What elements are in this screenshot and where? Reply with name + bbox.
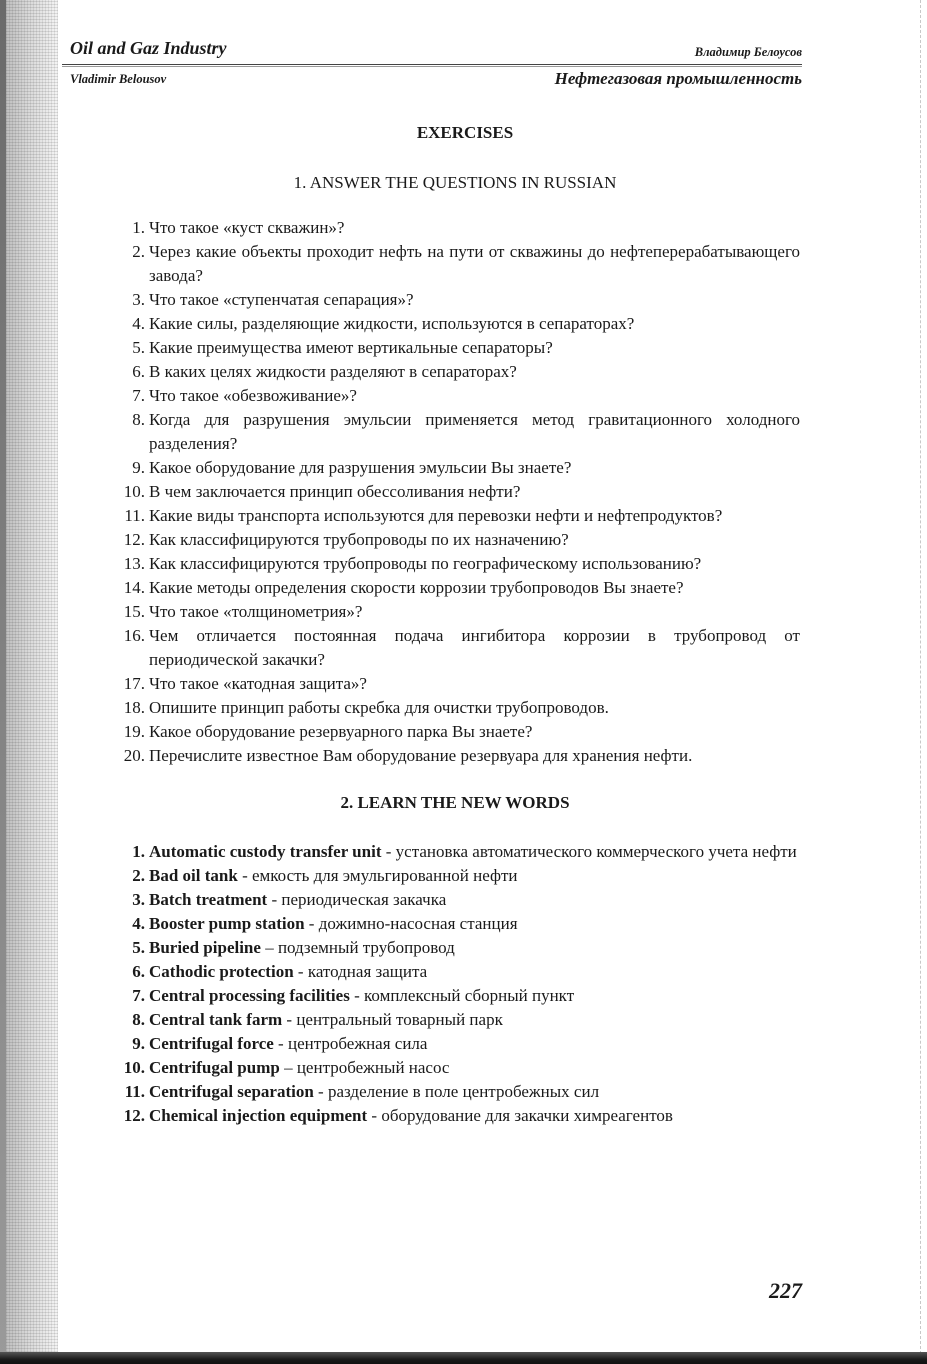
- vocabulary-entry: [147, 936, 800, 960]
- vocabulary-separator: –: [260, 938, 278, 957]
- vocabulary-item: [110, 984, 800, 1008]
- question-item: [110, 504, 800, 528]
- vocabulary-number: 4.: [132, 914, 145, 933]
- vocabulary-item: [110, 1104, 800, 1128]
- question-item: [110, 672, 800, 696]
- vocabulary-number: 7.: [132, 986, 145, 1005]
- vocabulary-list: [110, 840, 800, 1128]
- question-text: Опишите принцип работы скребка для очистки трубопроводов.: [149, 698, 609, 717]
- question-number: 5.: [132, 338, 145, 357]
- vocabulary-separator: -: [267, 890, 282, 909]
- question-text: Чем отличается постоянная подача ингибитора коррозии в трубопровод от периодической закачки?: [149, 626, 800, 669]
- question-number: 8.: [132, 410, 145, 429]
- vocabulary-item: [110, 840, 800, 864]
- vocabulary-definition: оборудование для закачки химреагентов: [381, 1106, 673, 1125]
- question-text: Какое оборудование резервуарного парка Вы знаете?: [149, 722, 533, 741]
- question-text: Как классифицируются трубопроводы по их назначению?: [149, 530, 569, 549]
- vocabulary-number: 6.: [132, 962, 145, 981]
- question-item: [110, 240, 800, 288]
- question-text: В чем заключается принцип обессоливания нефти?: [149, 482, 521, 501]
- vocabulary-number: 3.: [132, 890, 145, 909]
- vocabulary-item: [110, 912, 800, 936]
- question-item: [110, 216, 800, 240]
- vocabulary-definition: комплексный сборный пункт: [364, 986, 575, 1005]
- vocabulary-separator: –: [279, 1058, 297, 1077]
- question-number: 13.: [123, 554, 145, 573]
- header-left-bottom: Vladimir Belousov: [70, 72, 167, 86]
- vocabulary-term: Batch treatment: [149, 890, 268, 909]
- vocabulary-entry: [147, 840, 800, 864]
- question-number: 7.: [132, 386, 145, 405]
- vocabulary-definition: емкость для эмульгированной нефти: [251, 866, 518, 885]
- vocabulary-definition: дожимно-насосная станция: [318, 914, 518, 933]
- vocabulary-term: Booster pump station: [149, 914, 305, 933]
- question-text: Что такое «ступенчатая сепарация»?: [149, 290, 414, 309]
- question-item: [110, 552, 800, 576]
- question-item: [110, 528, 800, 552]
- question-number: 19.: [123, 722, 145, 741]
- vocabulary-item: [110, 888, 800, 912]
- question-item: [110, 336, 800, 360]
- vocabulary-separator: -: [313, 1082, 328, 1101]
- vocabulary-item: [110, 1080, 800, 1104]
- vocabulary-separator: -: [273, 1034, 288, 1053]
- scan-bottom-shadow: [0, 1352, 927, 1364]
- question-item: [110, 696, 800, 720]
- section2-title: 2. LEARN THE NEW WORDS: [340, 793, 570, 812]
- question-number: 12.: [123, 530, 145, 549]
- question-text: Что такое «куст скважин»?: [149, 218, 345, 237]
- vocabulary-item: [110, 864, 800, 888]
- vocabulary-definition: установка автоматического коммерческого учета нефти: [395, 842, 797, 861]
- question-item: [110, 720, 800, 744]
- vocabulary-term: Bad oil tank: [149, 866, 238, 885]
- question-number: 20.: [123, 746, 145, 765]
- header-left-top: Oil and Gaz Industry: [70, 38, 227, 58]
- question-number: 17.: [123, 674, 145, 693]
- vocabulary-definition: периодическая закачка: [281, 890, 447, 909]
- question-number: 3.: [132, 290, 145, 309]
- question-number: 14.: [123, 578, 145, 597]
- question-text: Что такое «катодная защита»?: [149, 674, 367, 693]
- page-number: 227: [769, 1278, 802, 1303]
- exercises-title: EXERCISES: [416, 123, 514, 142]
- vocabulary-entry: [147, 912, 800, 936]
- vocabulary-number: 11.: [124, 1082, 145, 1101]
- vocabulary-definition: центральный товарный парк: [296, 1010, 503, 1029]
- vocabulary-separator: -: [381, 842, 396, 861]
- vocabulary-term: Centrifugal force: [149, 1034, 274, 1053]
- vocabulary-definition: центробежный насос: [296, 1058, 450, 1077]
- question-item: [110, 576, 800, 600]
- question-item: [110, 408, 800, 456]
- question-text: Когда для разрушения эмульсии применяется метод гравитационного холодного разделения?: [149, 410, 800, 453]
- vocabulary-term: Central tank farm: [149, 1010, 283, 1029]
- vocabulary-definition: центробежная сила: [287, 1034, 428, 1053]
- question-text: Что такое «обезвоживание»?: [149, 386, 357, 405]
- questions-list: [110, 216, 800, 768]
- page-content: [110, 120, 800, 1128]
- vocabulary-item: [110, 1008, 800, 1032]
- vocabulary-separator: -: [304, 914, 319, 933]
- vocabulary-term: Buried pipeline: [149, 938, 261, 957]
- vocabulary-entry: [147, 1104, 800, 1128]
- header-right-top: Владимир Белоусов: [694, 45, 802, 59]
- question-number: 18.: [123, 698, 145, 717]
- vocabulary-number: 5.: [132, 938, 145, 957]
- question-text: Какое оборудование для разрушения эмульсии Вы знаете?: [149, 458, 572, 477]
- vocabulary-number: 12.: [123, 1106, 145, 1125]
- vocabulary-number: 1.: [132, 842, 145, 861]
- question-item: [110, 456, 800, 480]
- question-text: В каких целях жидкости разделяют в сепараторах?: [149, 362, 517, 381]
- vocabulary-entry: [147, 1008, 800, 1032]
- vocabulary-entry: [147, 888, 800, 912]
- vocabulary-item: [110, 936, 800, 960]
- vocabulary-term: Centrifugal pump: [149, 1058, 280, 1077]
- vocabulary-number: 2.: [132, 866, 145, 885]
- question-text: Какие методы определения скорости коррозии трубопроводов Вы знаете?: [149, 578, 684, 597]
- vocabulary-entry: [147, 1032, 800, 1056]
- question-item: [110, 744, 800, 768]
- question-text: Какие силы, разделяющие жидкости, используются в сепараторах?: [149, 314, 635, 333]
- question-item: [110, 624, 800, 672]
- vocabulary-entry: [147, 1080, 800, 1104]
- question-number: 10.: [123, 482, 145, 501]
- section1-title: 1. ANSWER THE QUESTIONS IN RUSSIAN: [293, 173, 617, 192]
- vocabulary-term: Automatic custody transfer unit: [149, 842, 382, 861]
- question-text: Как классифицируются трубопроводы по географическому использованию?: [149, 554, 702, 573]
- vocabulary-term: Chemical injection equipment: [149, 1106, 368, 1125]
- vocabulary-entry: [147, 984, 800, 1008]
- question-item: [110, 360, 800, 384]
- question-number: 6.: [132, 362, 145, 381]
- question-item: [110, 384, 800, 408]
- question-item: [110, 480, 800, 504]
- vocabulary-definition: катодная защита: [307, 962, 428, 981]
- book-spine-edge: [0, 0, 6, 1364]
- vocabulary-separator: -: [293, 962, 308, 981]
- vocabulary-term: Cathodic protection: [149, 962, 294, 981]
- vocabulary-term: Centrifugal separation: [149, 1082, 314, 1101]
- vocabulary-number: 8.: [132, 1010, 145, 1029]
- page-right-edge: [918, 0, 921, 1364]
- question-number: 1.: [132, 218, 145, 237]
- question-number: 2.: [132, 242, 145, 261]
- question-item: [110, 288, 800, 312]
- question-item: [110, 600, 800, 624]
- vocabulary-item: [110, 1032, 800, 1056]
- book-spine-shadow: [0, 0, 58, 1364]
- vocabulary-definition: разделение в поле центробежных сил: [327, 1082, 600, 1101]
- question-text: Какие виды транспорта используются для перевозки нефти и нефтепродуктов?: [149, 506, 723, 525]
- header-rule-secondary: [62, 66, 802, 67]
- vocabulary-separator: -: [349, 986, 364, 1005]
- question-number: 9.: [132, 458, 145, 477]
- question-text: Что такое «толщинометрия»?: [149, 602, 363, 621]
- question-text: Через какие объекты проходит нефть на пути от скважины до нефтеперерабатывающего завода?: [149, 242, 800, 285]
- question-number: 11.: [124, 506, 145, 525]
- vocabulary-term: Central processing facilities: [149, 986, 350, 1005]
- question-item: [110, 312, 800, 336]
- question-number: 4.: [132, 314, 145, 333]
- vocabulary-number: 9.: [132, 1034, 145, 1053]
- vocabulary-definition: подземный трубопровод: [277, 938, 455, 957]
- vocabulary-number: 10.: [123, 1058, 145, 1077]
- header-rule: [62, 64, 802, 65]
- question-number: 16.: [123, 626, 145, 645]
- question-number: 15.: [123, 602, 145, 621]
- vocabulary-item: [110, 960, 800, 984]
- question-text: Перечислите известное Вам оборудование резервуара для хранения нефти.: [149, 746, 693, 765]
- vocabulary-entry: [147, 1056, 800, 1080]
- vocabulary-item: [110, 1056, 800, 1080]
- vocabulary-separator: -: [282, 1010, 297, 1029]
- vocabulary-entry: [147, 864, 800, 888]
- question-text: Какие преимущества имеют вертикальные сепараторы?: [149, 338, 553, 357]
- vocabulary-separator: -: [237, 866, 252, 885]
- vocabulary-entry: [147, 960, 800, 984]
- vocabulary-separator: -: [367, 1106, 382, 1125]
- header-right-bottom: Нефтегазовая промышленность: [554, 69, 802, 88]
